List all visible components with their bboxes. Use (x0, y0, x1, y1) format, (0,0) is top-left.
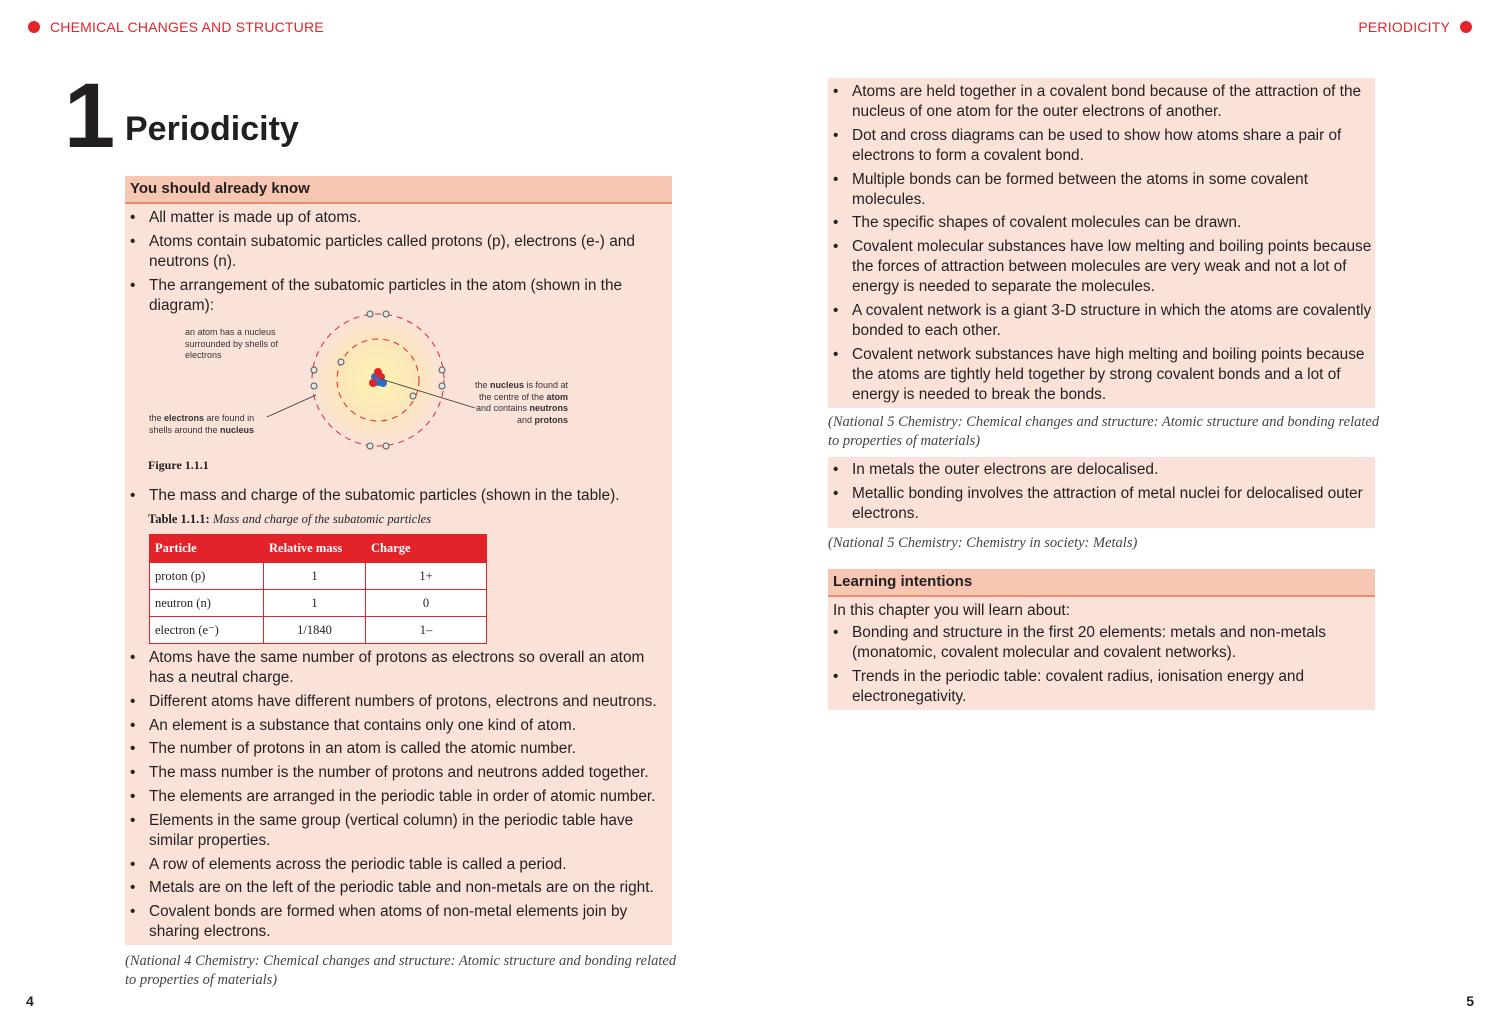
running-header-right-text: PERIODICITY (1358, 19, 1450, 35)
list-item: • Covalent network substances have high melting and boiling points because the atoms are tightly held together by strong covalent bonds and a lot of energy is needed to break the bonds. (828, 345, 1375, 405)
figure-label-shells: an atom has a nucleus surrounded by shells of electrons (185, 327, 279, 360)
learning-intentions-heading: Learning intentions (828, 569, 1375, 597)
already-know-heading: You should already know (125, 176, 672, 204)
list-item: • Trends in the periodic table: covalent radius, ionisation energy and electronegativity. (828, 667, 1375, 707)
column-header: Relative mass (264, 535, 366, 563)
table-row (150, 590, 487, 617)
atom-figure (125, 309, 672, 459)
list-item: • In metals the outer electrons are delocalised. (828, 460, 1375, 480)
covalent-list (828, 78, 1375, 405)
table-cell: 1 (264, 590, 366, 617)
table-header-row (150, 535, 487, 563)
list-item: • The specific shapes of covalent molecules can be drawn. (828, 213, 1375, 233)
table-caption: Table 1.1.1: Mass and charge of the subatomic particles (148, 512, 432, 526)
chapter-title: Periodicity (125, 110, 299, 148)
list-item: • An element is a substance that contains only one kind of atom. (125, 716, 672, 736)
list-item: • Covalent bonds are formed when atoms of non-metal elements join by sharing electrons. (125, 902, 672, 942)
list-item: • Metallic bonding involves the attraction of metal nuclei for delocalised outer electrons. (828, 484, 1375, 524)
list-item: • Atoms contain subatomic particles called protons (p), electrons (e-) and neutrons (n). (125, 232, 672, 272)
bullet-dot-icon (28, 21, 40, 33)
learning-intentions-box (828, 569, 1375, 710)
citation-national-5-structure: (National 5 Chemistry: Chemical changes and structure: Atomic structure and bonding related to properties of materials) (828, 414, 1380, 449)
list-item: • A row of elements across the periodic table is called a period. (125, 855, 672, 875)
page-number-right: 5 (1466, 993, 1474, 1009)
list-item: • Covalent molecular substances have low melting and boiling points because the forces of attraction between molecules are very weak and not a lot of energy is needed to separate the molecules. (828, 237, 1375, 297)
list-item: • The elements are arranged in the periodic table in order of atomic number. (125, 787, 672, 807)
table-cell: 1 (264, 563, 366, 590)
table-row (150, 617, 487, 644)
chapter-number: 1 (64, 65, 116, 167)
list-item: • Elements in the same group (vertical column) in the periodic table have similar properties. (125, 811, 672, 851)
particles-table (149, 534, 487, 644)
learning-intentions-lead: In this chapter you will learn about: (833, 602, 1070, 619)
running-header-left (28, 19, 324, 35)
list-item: • Multiple bonds can be formed between the atoms in some covalent molecules. (828, 170, 1375, 210)
bullet-dot-icon (1460, 21, 1472, 33)
already-know-list-2 (125, 486, 672, 510)
list-item: • The number of protons in an atom is called the atomic number. (125, 739, 672, 759)
page-number-left: 4 (26, 993, 34, 1009)
learning-intentions-list (828, 623, 1375, 707)
citation-national-4: (National 4 Chemistry: Chemical changes and structure: Atomic structure and bonding related to properties of materials) (125, 953, 677, 988)
list-item: • The mass number is the number of protons and neutrons added together. (125, 763, 672, 783)
prior-knowledge-box-covalent (828, 78, 1375, 408)
table-cell: 1– (366, 617, 487, 644)
list-item: • Dot and cross diagrams can be used to show how atoms share a pair of electrons to form a covalent bond. (828, 126, 1375, 166)
running-header-left-text: CHEMICAL CHANGES AND STRUCTURE (50, 19, 324, 35)
list-item: • Metals are on the left of the periodic table and non-metals are on the right. (125, 878, 672, 898)
list-item: • Different atoms have different numbers of protons, electrons and neutrons. (125, 692, 672, 712)
prior-knowledge-box-metals (828, 457, 1375, 528)
list-item: • Bonding and structure in the first 20 elements: metals and non-metals (monatomic, covalent molecular and covalent networks). (828, 623, 1375, 663)
table-cell: electron (e⁻) (150, 617, 264, 644)
list-item: • All matter is made up of atoms. (125, 208, 672, 228)
already-know-list-1 (125, 208, 672, 316)
table-cell: neutron (n) (150, 590, 264, 617)
table-cell: 0 (366, 590, 487, 617)
list-item: • A covalent network is a giant 3-D structure in which the atoms are covalently bonded to each other. (828, 301, 1375, 341)
running-header-right (1358, 19, 1472, 35)
figure-label-electrons: the electrons are found in shells around the nucleus (149, 413, 255, 435)
column-header: Charge (366, 535, 487, 563)
table-cell: 1+ (366, 563, 487, 590)
list-item: • Atoms are held together in a covalent bond because of the attraction of the nucleus of one atom for the outer electrons of another. (828, 82, 1375, 122)
figure-caption: Figure 1.1.1 (148, 458, 209, 472)
table-cell: proton (p) (150, 563, 264, 590)
list-item: • The arrangement of the subatomic particles in the atom (shown in the diagram): (125, 276, 672, 316)
list-item: • The mass and charge of the subatomic particles (shown in the table). (125, 486, 672, 506)
column-header: Particle (150, 535, 264, 563)
table-cell: 1/1840 (264, 617, 366, 644)
already-know-list-3 (125, 648, 672, 946)
list-item: • Atoms have the same number of protons as electrons so overall an atom has a neutral charge. (125, 648, 672, 688)
table-row (150, 563, 487, 590)
metals-list (828, 457, 1375, 524)
already-know-box (125, 176, 672, 945)
citation-national-5-metals: (National 5 Chemistry: Chemistry in society: Metals) (828, 535, 1138, 551)
figure-label-nucleus: the nucleus is found at the centre of the atom and contains neutrons and protons (474, 380, 568, 425)
